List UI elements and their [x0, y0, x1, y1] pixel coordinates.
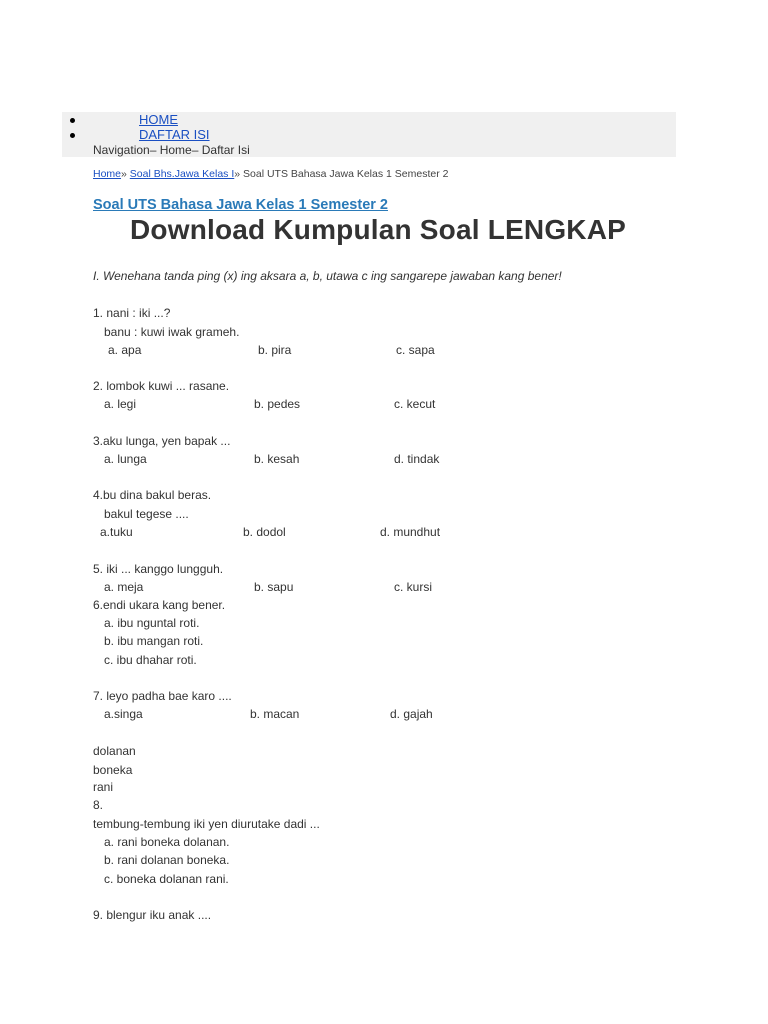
- question-3-option-a: a. lunga: [104, 452, 147, 466]
- question-8-word: boneka: [93, 763, 133, 777]
- question-4-option-c: d. mundhut: [380, 525, 441, 539]
- question-5-option-a: a. meja: [104, 580, 144, 594]
- question-5-text: 5. iki ... kanggo lungguh.: [93, 562, 224, 576]
- question-8-text: tembung-tembung iki yen diurutake dadi ...: [93, 817, 320, 831]
- question-6-option-c: c. ibu dhahar roti.: [104, 653, 197, 667]
- question-1-line2: banu : kuwi iwak grameh.: [104, 325, 240, 339]
- nav-link-home[interactable]: HOME: [139, 112, 178, 127]
- question-1-option-a: a. apa: [108, 343, 142, 357]
- question-3-text: 3.aku lunga, yen bapak ...: [93, 434, 231, 448]
- breadcrumb: [93, 168, 448, 180]
- question-7-option-c: d. gajah: [390, 707, 433, 721]
- breadcrumb-separator: »: [121, 168, 127, 180]
- question-1-option-b: b. pira: [258, 343, 292, 357]
- question-8-word: rani: [93, 780, 114, 794]
- question-8-option-b: b. rani dolanan boneka.: [104, 853, 230, 867]
- question-1-text: 1. nani : iki ...?: [93, 306, 171, 320]
- question-5-option-c: c. kursi: [394, 580, 433, 594]
- question-1-option-c: c. sapa: [396, 343, 435, 357]
- question-9-text: 9. blengur iku anak ....: [93, 908, 212, 922]
- nav-text: Navigation– Home– Daftar Isi: [93, 143, 250, 157]
- question-6-option-b: b. ibu mangan roti.: [104, 634, 204, 648]
- instruction-text: I. Wenehana tanda ping (x) ing aksara a, b, utawa c ing sangarepe jawaban kang bener!: [93, 269, 562, 283]
- question-8-option-c: c. boneka dolanan rani.: [104, 872, 229, 886]
- question-8-option-a: a. rani boneka dolanan.: [104, 835, 230, 849]
- bullet-icon: [70, 133, 75, 138]
- breadcrumb-current: Soal UTS Bahasa Jawa Kelas 1 Semester 2: [243, 168, 449, 180]
- question-5-option-b: b. sapu: [254, 580, 294, 594]
- question-2-option-b: b. pedes: [254, 397, 301, 411]
- question-4-line2: bakul tegese ....: [104, 507, 189, 521]
- question-7-option-a: a.singa: [104, 707, 143, 721]
- question-6-text: 6.endi ukara kang bener.: [93, 598, 226, 612]
- question-2-option-c: c. kecut: [394, 397, 436, 411]
- nav-link-daftar-isi[interactable]: DAFTAR ISI: [139, 127, 210, 142]
- banner-heading: Download Kumpulan Soal LENGKAP: [130, 214, 627, 245]
- question-8-number: 8.: [93, 798, 104, 812]
- question-4-option-b: b. dodol: [243, 525, 286, 539]
- question-6-option-a: a. ibu nguntal roti.: [104, 616, 200, 630]
- question-7-option-b: b. macan: [250, 707, 300, 721]
- question-3-option-b: b. kesah: [254, 452, 300, 466]
- post-title-link[interactable]: Soal UTS Bahasa Jawa Kelas 1 Semester 2: [93, 197, 388, 213]
- question-2-option-a: a. legi: [104, 397, 137, 411]
- breadcrumb-home-link[interactable]: Home: [93, 168, 122, 180]
- question-4-text: 4.bu dina bakul beras.: [93, 488, 212, 502]
- question-7-text: 7. leyo padha bae karo ....: [93, 689, 232, 703]
- breadcrumb-separator: »: [234, 168, 241, 180]
- question-3-option-c: d. tindak: [394, 452, 440, 466]
- question-4-option-a: a.tuku: [100, 525, 133, 539]
- question-2-text: 2. lombok kuwi ... rasane.: [93, 379, 230, 393]
- bullet-icon: [70, 118, 75, 123]
- question-8-word: dolanan: [93, 744, 136, 758]
- breadcrumb-category-link[interactable]: Soal Bhs.Jawa Kelas I: [129, 168, 235, 180]
